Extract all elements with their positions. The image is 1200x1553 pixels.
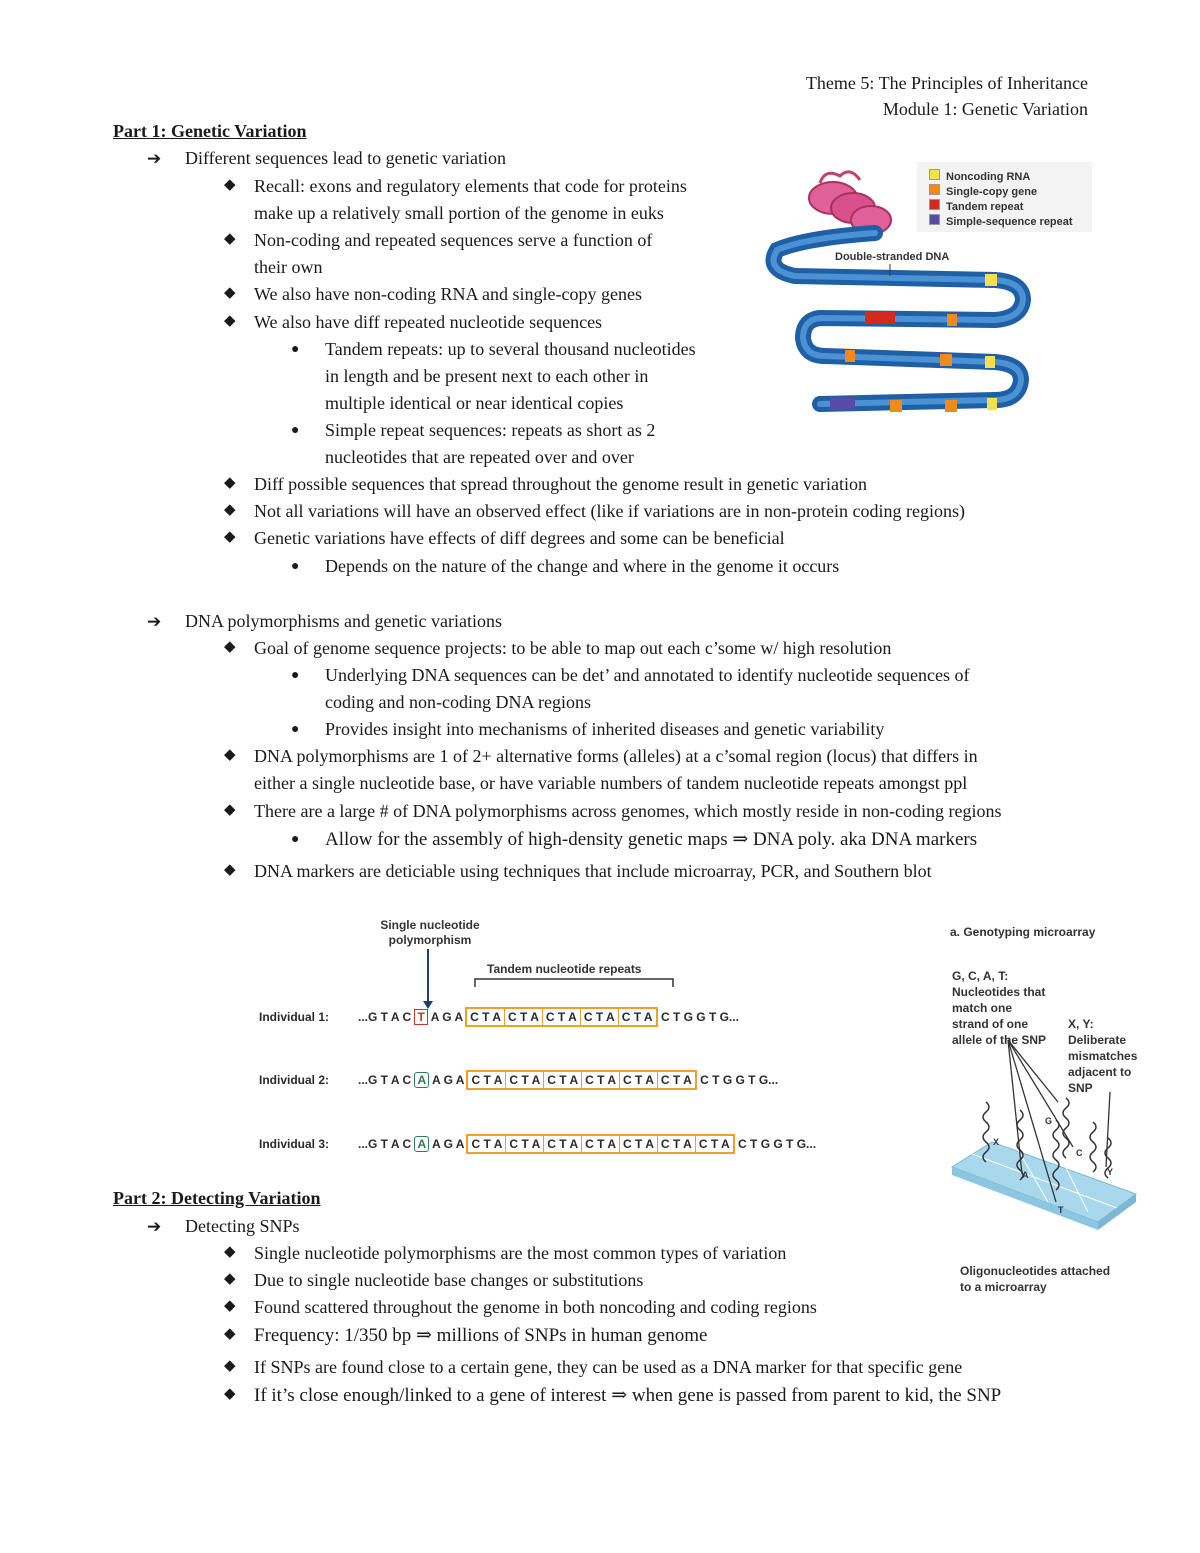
list-item-cont: coding and non-coding DNA regions bbox=[325, 692, 591, 712]
diamond-bullet-icon: ◆ bbox=[224, 231, 236, 247]
diamond-bullet-icon: ◆ bbox=[224, 1271, 236, 1287]
list-item: ◆ Frequency: 1/350 bp ⇒ millions of SNPs in human genome bbox=[254, 1322, 707, 1349]
diamond-bullet-icon: ◆ bbox=[224, 862, 236, 878]
legend-item: Noncoding RNA bbox=[929, 169, 1073, 184]
dot-bullet-icon: ● bbox=[291, 722, 300, 737]
list-item: ● Provides insight into mechanisms of inherited diseases and genetic variability bbox=[325, 716, 884, 743]
array-letter: G bbox=[1045, 1116, 1053, 1126]
microarray-title: a. Genotyping microarray bbox=[950, 925, 1096, 939]
legend-swatch-single-copy-gene bbox=[929, 184, 940, 195]
list-item: ◆ Recall: exons and regulatory elements that code for proteins bbox=[254, 173, 687, 200]
repeat-unit: C T A bbox=[582, 1072, 620, 1088]
repeat-unit: C T A bbox=[544, 1136, 582, 1152]
repeat-block bbox=[466, 1070, 696, 1090]
individual-1-sequence: ...G T A C T A G A C T A C T A C T A C T A C T A C T G G T G... bbox=[358, 1007, 739, 1027]
xy-label: X, Y: Deliberate mismatches adjacent to SNP bbox=[1068, 1017, 1138, 1095]
snp-base: A bbox=[414, 1072, 429, 1088]
snp-label: Single nucleotide polymorphism bbox=[380, 918, 480, 947]
repeat-unit: C T A bbox=[621, 1010, 653, 1024]
single-copy-gene-mark bbox=[945, 400, 957, 412]
list-item: ● Allow for the assembly of high-density genetic maps ⇒ DNA poly. aka DNA markers bbox=[325, 826, 977, 853]
snp-annotations bbox=[255, 915, 855, 1160]
individual-2-label: Individual 2: bbox=[259, 1073, 330, 1087]
list-item: ◆ Single nucleotide polymorphisms are the most common types of variation bbox=[254, 1240, 786, 1267]
list-item: ◆ If SNPs are found close to a certain gene, they can be used as a DNA marker for that specific gene bbox=[254, 1354, 962, 1381]
repeat-unit: C T A bbox=[620, 1136, 658, 1152]
repeat-unit: C T A bbox=[468, 1136, 506, 1152]
repeat-block bbox=[465, 1007, 657, 1027]
header-module: Module 1: Genetic Variation bbox=[882, 99, 1088, 119]
list-item: ◆ Non-coding and repeated sequences serve a function of bbox=[254, 227, 652, 254]
list-item: ● Depends on the nature of the change and where in the genome it occurs bbox=[325, 553, 839, 580]
dna-legend-items bbox=[929, 169, 1073, 229]
diamond-bullet-icon: ◆ bbox=[224, 529, 236, 545]
diamond-bullet-icon: ◆ bbox=[224, 802, 236, 818]
list-item: ● Tandem repeats: up to several thousand nucleotides bbox=[325, 336, 696, 363]
individual-1-label: Individual 1: bbox=[259, 1010, 330, 1024]
single-copy-gene-mark bbox=[940, 354, 952, 366]
diamond-bullet-icon: ◆ bbox=[224, 475, 236, 491]
diamond-bullet-icon: ◆ bbox=[224, 1326, 236, 1342]
microarray-figure bbox=[948, 922, 1148, 1302]
repeat-unit: C T A bbox=[620, 1072, 658, 1088]
chromatin-coil bbox=[809, 172, 891, 234]
arrow-icon: ➔ bbox=[147, 149, 162, 168]
list-item: ◆ Genetic variations have effects of diff degrees and some can be beneficial bbox=[254, 525, 785, 552]
list-item: ◆ DNA polymorphisms are 1 of 2+ alternative forms (alleles) at a c’somal region (locus) that differs in bbox=[254, 743, 978, 770]
noncoding-rna-mark bbox=[985, 274, 997, 286]
repeat-unit: C T A bbox=[506, 1136, 544, 1152]
list-item-cont: in length and be present next to each other in bbox=[325, 366, 649, 386]
list-item: ◆ There are a large # of DNA polymorphisms across genomes, which mostly reside in non-coding regions bbox=[254, 798, 1002, 825]
array-letter: A bbox=[1022, 1170, 1029, 1180]
diamond-bullet-icon: ◆ bbox=[224, 502, 236, 518]
diamond-bullet-icon: ◆ bbox=[224, 313, 236, 329]
legend-item: Tandem repeat bbox=[929, 199, 1073, 214]
individual-3-sequence: ...G T A C A A G A C T A C T A C T A C T A C T A C T A C T A C T G G T G... bbox=[358, 1134, 816, 1154]
repeat-unit: C T A bbox=[467, 1009, 505, 1025]
list-item: ◆ Goal of genome sequence projects: to be able to map out each c’some w/ high resolution bbox=[254, 635, 891, 662]
repeat-unit: C T A bbox=[544, 1072, 582, 1088]
double-stranded-dna-label: Double-stranded DNA bbox=[835, 251, 950, 263]
header-theme: Theme 5: The Principles of Inheritance bbox=[805, 73, 1088, 93]
noncoding-rna-mark bbox=[985, 356, 995, 368]
individual-3-label: Individual 3: bbox=[259, 1137, 330, 1151]
dot-bullet-icon: ● bbox=[291, 342, 300, 357]
repeat-unit: C T A bbox=[658, 1136, 696, 1152]
repeat-unit: C T A bbox=[506, 1072, 544, 1088]
list-item: ● Underlying DNA sequences can be det’ and annotated to identify nucleotide sequences of bbox=[325, 662, 969, 689]
snp-figure bbox=[255, 915, 855, 1160]
legend-swatch-tandem-repeat bbox=[929, 199, 940, 210]
repeat-unit: C T A bbox=[505, 1009, 543, 1025]
arrow-icon: ➔ bbox=[147, 1217, 162, 1236]
dot-bullet-icon: ● bbox=[291, 832, 300, 847]
list-item: ◆ Found scattered throughout the genome in both noncoding and coding regions bbox=[254, 1294, 817, 1321]
list-item: ◆ DNA markers are deticiable using techniques that include microarray, PCR, and Southern blot bbox=[254, 858, 932, 885]
legend-item: Simple-sequence repeat bbox=[929, 214, 1073, 229]
array-letter: T bbox=[1058, 1205, 1064, 1215]
part2-heading: Part 2: Detecting Variation bbox=[113, 1188, 321, 1208]
repeat-unit: C T A bbox=[581, 1009, 619, 1025]
list-item-cont: multiple identical or near identical copies bbox=[325, 393, 624, 413]
microarray-caption: Oligonucleotides attached to a microarray bbox=[960, 1264, 1111, 1294]
list-item: ◆ Due to single nucleotide base changes or substitutions bbox=[254, 1267, 643, 1294]
list-item: ➔ Different sequences lead to genetic variation bbox=[185, 145, 506, 172]
gcat-label: G, C, A, T: Nucleotides that match one strand of one allele of the SNP bbox=[952, 969, 1047, 1047]
array-letter: C bbox=[1076, 1148, 1083, 1158]
diamond-bullet-icon: ◆ bbox=[224, 285, 236, 301]
diamond-bullet-icon: ◆ bbox=[224, 1386, 236, 1402]
dna-figure bbox=[765, 158, 1095, 420]
legend-swatch-simple-sequence-repeat bbox=[929, 214, 940, 225]
list-item: ◆ Diff possible sequences that spread throughout the genome result in genetic variation bbox=[254, 471, 867, 498]
tandem-repeats-label: Tandem nucleotide repeats bbox=[487, 962, 642, 976]
legend-item: Single-copy gene bbox=[929, 184, 1073, 199]
repeat-unit: C T A bbox=[698, 1137, 730, 1151]
array-letter: Y bbox=[1107, 1167, 1114, 1177]
diamond-bullet-icon: ◆ bbox=[224, 639, 236, 655]
list-item: ◆ We also have diff repeated nucleotide sequences bbox=[254, 309, 602, 336]
dot-bullet-icon: ● bbox=[291, 668, 300, 683]
repeat-unit: C T A bbox=[582, 1136, 620, 1152]
tandem-repeat-mark bbox=[865, 312, 895, 324]
diamond-bullet-icon: ◆ bbox=[224, 1244, 236, 1260]
list-item: ◆ If it’s close enough/linked to a gene of interest ⇒ when gene is passed from parent to kid, the SNP bbox=[254, 1382, 1001, 1409]
single-copy-gene-mark bbox=[947, 314, 957, 326]
diamond-bullet-icon: ◆ bbox=[224, 747, 236, 763]
simple-sequence-repeat-mark bbox=[830, 398, 855, 410]
snp-base: T bbox=[414, 1009, 427, 1025]
arrow-icon: ➔ bbox=[147, 612, 162, 631]
part1-heading: Part 1: Genetic Variation bbox=[113, 121, 307, 141]
legend-swatch-noncoding-rna bbox=[929, 169, 940, 180]
individual-2-sequence: ...G T A C A A G A C T A C T A C T A C T A C T A C T A C T G G T G... bbox=[358, 1070, 778, 1090]
list-item-cont: make up a relatively small portion of the genome in euks bbox=[254, 203, 664, 223]
list-item: ◆ Not all variations will have an observed effect (like if variations are in non-protein coding regions) bbox=[254, 498, 965, 525]
dot-bullet-icon: ● bbox=[291, 423, 300, 438]
list-item-cont: either a single nucleotide base, or have variable numbers of tandem nucleotide repeats amongst ppl bbox=[254, 773, 968, 793]
single-copy-gene-mark bbox=[845, 350, 855, 362]
diamond-bullet-icon: ◆ bbox=[224, 1298, 236, 1314]
single-copy-gene-mark bbox=[890, 400, 902, 412]
diamond-bullet-icon: ◆ bbox=[224, 1358, 236, 1374]
repeat-unit: C T A bbox=[660, 1073, 692, 1087]
list-item: ➔ DNA polymorphisms and genetic variations bbox=[185, 608, 502, 635]
list-item: ➔ Detecting SNPs bbox=[185, 1213, 300, 1240]
diamond-bullet-icon: ◆ bbox=[224, 177, 236, 193]
repeat-unit: C T A bbox=[468, 1072, 506, 1088]
repeat-block bbox=[466, 1134, 734, 1154]
dot-bullet-icon: ● bbox=[291, 559, 300, 574]
noncoding-rna-mark bbox=[987, 398, 997, 410]
list-item: ◆ We also have non-coding RNA and single-copy genes bbox=[254, 281, 642, 308]
list-item: ● Simple repeat sequences: repeats as short as 2 bbox=[325, 417, 655, 444]
snp-base: A bbox=[414, 1136, 429, 1152]
repeat-unit: C T A bbox=[543, 1009, 581, 1025]
array-letter: X bbox=[993, 1137, 1000, 1147]
microarray-illustration bbox=[948, 922, 1148, 1302]
list-item-cont: nucleotides that are repeated over and over bbox=[325, 447, 634, 467]
list-item-cont: their own bbox=[254, 257, 323, 277]
